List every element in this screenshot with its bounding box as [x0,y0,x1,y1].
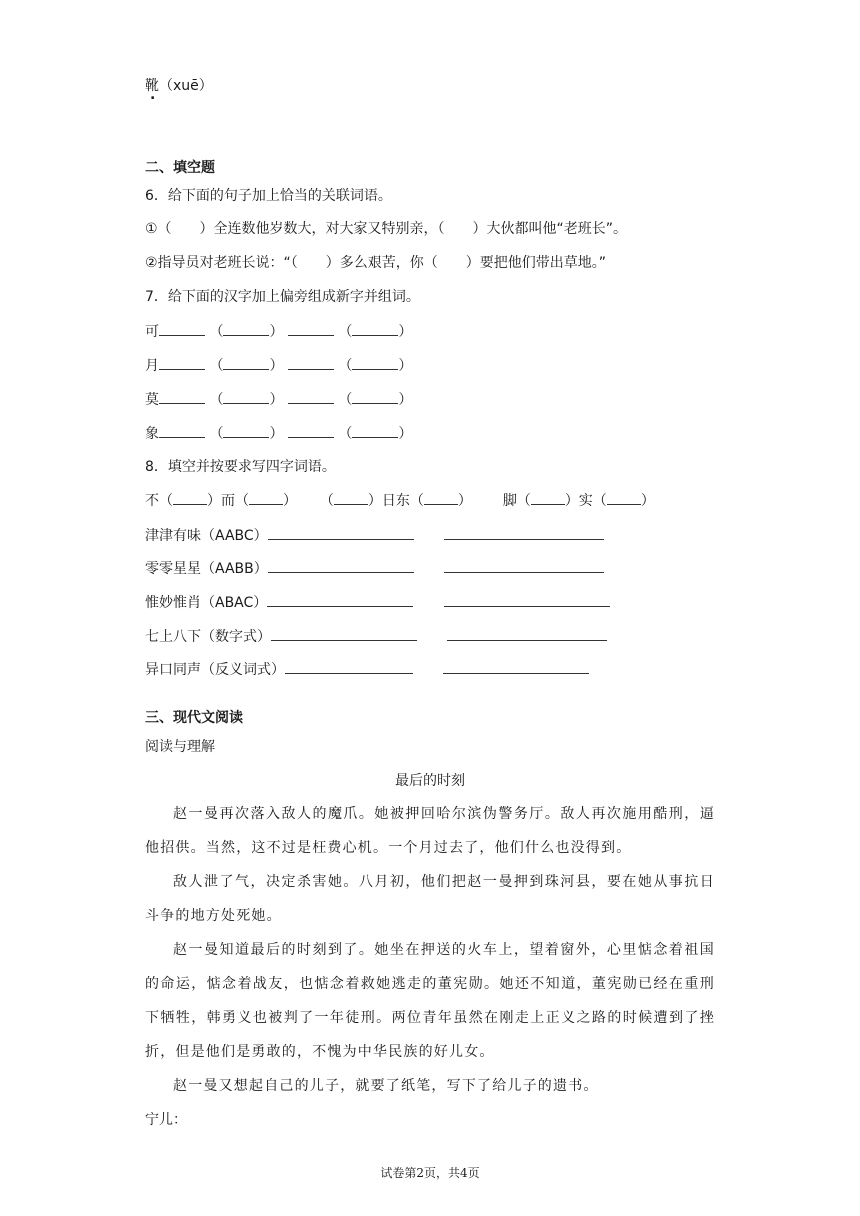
article-paragraph: 赵一曼再次落入敌人的魔爪。她被押回哈尔滨伪警务厅。敌人再次施用酷刑，逼他招供。当然，这不过是枉费心机。一个月过去了，他们什么也没得到。 [145,806,715,856]
article-paragraph: 敌人泄了气，决定杀害她。八月初，他们把赵一曼押到珠河县，要在她从事抗日斗争的地方处死她。 [145,874,715,924]
blank[interactable] [607,490,641,505]
fill-text: 脚（ [502,493,531,509]
blank[interactable] [288,355,334,370]
pinyin-text: （xuē） [159,78,213,94]
q8-item-label: 异口同声（反义词式） [145,662,285,678]
q7-row [145,389,412,410]
letter-salutation: 宁儿： [145,1112,187,1128]
q7-row [145,355,412,376]
paren: （ [338,324,353,340]
pinyin-item [145,76,213,96]
pinyin-char: 靴 [145,78,159,94]
paren: ） [398,426,413,442]
fill-text: （ [319,493,334,509]
q8-item [145,558,604,579]
blank[interactable] [352,389,398,404]
answer-line[interactable] [285,659,413,674]
answer-line[interactable] [271,626,417,641]
fill-text: ）日东（ [367,493,424,509]
answer-line[interactable] [267,592,413,607]
blank[interactable] [352,355,398,370]
blank[interactable] [223,321,269,336]
section-2-title: 二、填空题 [145,160,215,176]
paren: （ [209,324,224,340]
q7-prompt: 7．给下面的汉字加上偏旁组成新字并组词。 [145,289,420,305]
answer-line[interactable] [444,592,610,607]
answer-line[interactable] [444,558,604,573]
blank[interactable] [288,389,334,404]
q8-fill-row [145,490,655,511]
paren: ） [269,324,284,340]
q8-item [145,592,610,613]
blank[interactable] [159,321,205,336]
q7-char: 象 [145,426,159,442]
answer-line[interactable] [447,626,607,641]
blank[interactable] [223,423,269,438]
blank[interactable] [249,490,283,505]
q8-item [145,525,604,546]
paren: （ [209,392,224,408]
q7-char: 莫 [145,392,159,408]
blank[interactable] [352,423,398,438]
paren: ） [269,392,284,408]
q8-prompt: 8．填空并按要求写四字词语。 [145,459,336,475]
section-3-subtitle: 阅读与理解 [145,739,215,755]
q7-char: 可 [145,324,159,340]
q8-item-label: 七上八下（数字式） [145,629,271,645]
paren: （ [338,426,353,442]
fill-text: ）而（ [207,493,249,509]
fill-text: ） [283,493,297,509]
paren: ） [398,358,413,374]
blank[interactable] [334,490,368,505]
page-footer: 试卷第2页，共4页 [380,1166,480,1180]
q7-row [145,423,412,444]
q8-item-label: 零零星星（AABB） [145,561,268,577]
blank[interactable] [159,389,205,404]
blank[interactable] [159,423,205,438]
q7-row [145,321,412,342]
blank[interactable] [288,321,334,336]
article-title: 最后的时刻 [395,773,465,789]
paren: ） [398,392,413,408]
q8-item [145,626,607,647]
q8-item-label: 津津有味（AABC） [145,528,268,544]
q6-line-2: ②指导员对老班长说：“（ ）多么艰苦，你（ ）要把他们带出草地。” [145,255,607,271]
article-paragraph: 赵一曼知道最后的时刻到了。她坐在押送的火车上，望着窗外，心里惦念着祖国的命运，惦念着战友，也惦念着救她逃走的董宪勋。她还不知道，董宪勋已经在重刑下牺牲，韩勇义也被判了一年徒刑。两位青年虽然在刚走上正义之路的时候遭到了挫折，但是他们是勇敢的，不愧为中华民族的好儿女。 [145,942,715,1060]
blank[interactable] [352,321,398,336]
blank[interactable] [288,423,334,438]
q6-prompt: 6．给下面的句子加上恰当的关联词语。 [145,188,392,204]
paren: （ [338,358,353,374]
article-paragraph: 赵一曼又想起自己的儿子，就要了纸笔，写下了给儿子的遗书。 [173,1078,599,1094]
blank[interactable] [531,490,565,505]
fill-text: ） [640,493,655,509]
section-3-title: 三、现代文阅读 [145,710,243,726]
paren: ） [269,426,284,442]
fill-text: 不（ [145,493,173,509]
q7-char: 月 [145,358,159,374]
answer-line[interactable] [444,525,604,540]
blank[interactable] [173,490,207,505]
paren: ） [398,324,413,340]
paren: （ [338,392,353,408]
q6-line-1: ①（ ）全连数他岁数大，对大家又特别亲，（ ）大伙都叫他“老班长”。 [145,221,628,237]
q8-item-label: 惟妙惟肖（ABAC） [145,595,268,611]
answer-line[interactable] [443,659,589,674]
paren: （ [209,358,224,374]
fill-text: ） [457,493,472,509]
q8-item [145,659,589,680]
answer-line[interactable] [268,558,414,573]
fill-text: ）实（ [564,493,607,509]
paren: （ [209,426,224,442]
blank[interactable] [223,389,269,404]
answer-line[interactable] [268,525,414,540]
blank[interactable] [223,355,269,370]
paren: ） [269,358,284,374]
blank[interactable] [159,355,205,370]
blank[interactable] [424,490,458,505]
